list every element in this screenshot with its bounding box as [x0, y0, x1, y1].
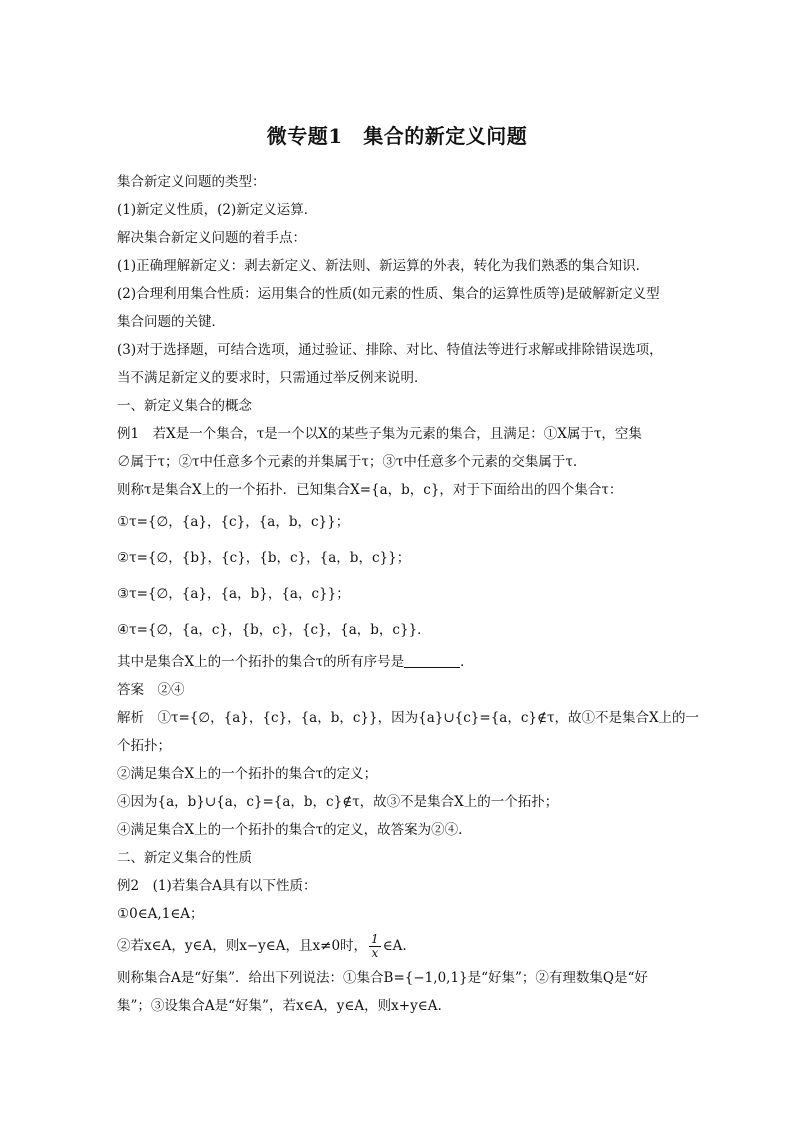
text-line: 集合新定义问题的类型：: [117, 174, 266, 190]
answer-blank: [404, 651, 460, 668]
text-line: (1)正确理解新定义：剥去新定义、新法则、新运算的外表，转化为我们熟悉的集合知识．: [117, 258, 650, 274]
fraction-denominator: x: [371, 946, 379, 960]
analysis-line-4: ④因为{a，b}∪{a，c}={a，b，c}∉τ，故③不是集合X上的一个拓扑；: [117, 794, 559, 810]
fraction: [369, 933, 381, 960]
analysis-line-3: ②满足集合X上的一个拓扑的集合τ的定义；: [117, 766, 378, 782]
text-line: 解决集合新定义问题的着手点：: [117, 230, 306, 246]
example-2-line-2: ①0∈A,1∈A；: [117, 906, 204, 922]
example-2-line-1: 例2 (1)若集合A具有以下性质：: [117, 878, 317, 894]
page-title: 微专题1 集合的新定义问题: [266, 124, 528, 148]
question-text: 其中是集合X上的一个拓扑的集合τ的所有序号是: [117, 654, 405, 670]
fraction-numerator: 1: [371, 932, 379, 946]
text-line: 集合问题的关键．: [117, 314, 225, 330]
example-2-line-3: [117, 928, 682, 964]
analysis-line-2: 个拓扑；: [117, 738, 171, 754]
text-line: (2)合理利用集合性质：运用集合的性质(如元素的性质、集合的运算性质等)是破解新定义型: [117, 286, 660, 302]
analysis-line-1: 解析 ①τ={∅，{a}，{c}，{a，b，c}}，因为{a}∪{c}={a，c}∉τ，故①不是集合X上的一: [117, 710, 700, 726]
property-text: ②若x∈A，y∈A，则x−y∈A，且x≠0时，: [117, 938, 368, 954]
example-2-line-4: 则称集合A是“好集”．给出下列说法：①集合B={−1,0,1}是“好集”；②有理数集Q是“好: [117, 970, 648, 986]
option-4: ④τ={∅，{a，c}，{b，c}，{c}，{a，b，c}}．: [117, 622, 431, 638]
example-1-line-2: ∅属于τ；②τ中任意多个元素的并集属于τ；③τ中任意多个元素的交集属于τ.: [117, 454, 578, 470]
text-line: 当不满足新定义的要求时，只需通过举反例来说明．: [117, 370, 428, 386]
example-1-line-1: 例1 若X是一个集合，τ是一个以X的某些子集为元素的集合，且满足：①X属于τ，空集: [117, 426, 642, 442]
section-heading-2: 二、新定义集合的性质: [117, 850, 252, 866]
analysis-line-5: ④满足集合X上的一个拓扑的集合τ的定义，故答案为②④.: [117, 822, 463, 838]
answer-line: 答案 ②④: [117, 682, 185, 698]
question-line: [117, 648, 682, 676]
option-1: ①τ={∅，{a}，{c}，{a，b，c}}；: [117, 514, 350, 530]
example-1-line-3: 则称τ是集合X上的一个拓扑．已知集合X={a，b，c}，对于下面给出的四个集合τ：: [117, 482, 623, 498]
option-2: ②τ={∅，{b}，{c}，{b，c}，{a，b，c}}；: [117, 550, 411, 566]
fraction-tail: ∈A.: [382, 938, 407, 954]
document-body: [117, 168, 700, 1020]
option-3: ③τ={∅，{a}，{a，b}，{a，c}}；: [117, 586, 350, 602]
text-line: (3)对于选择题，可结合选项，通过验证、排除、对比、特值法等进行求解或排除错误选项，: [117, 342, 663, 358]
text-line: (1)新定义性质，(2)新定义运算．: [117, 202, 318, 218]
section-heading-1: 一、新定义集合的概念: [117, 398, 252, 414]
example-2-line-5: 集”；③设集合A是“好集”，若x∈A，y∈A，则x+y∈A.: [117, 998, 442, 1014]
question-end: ．: [460, 654, 474, 670]
